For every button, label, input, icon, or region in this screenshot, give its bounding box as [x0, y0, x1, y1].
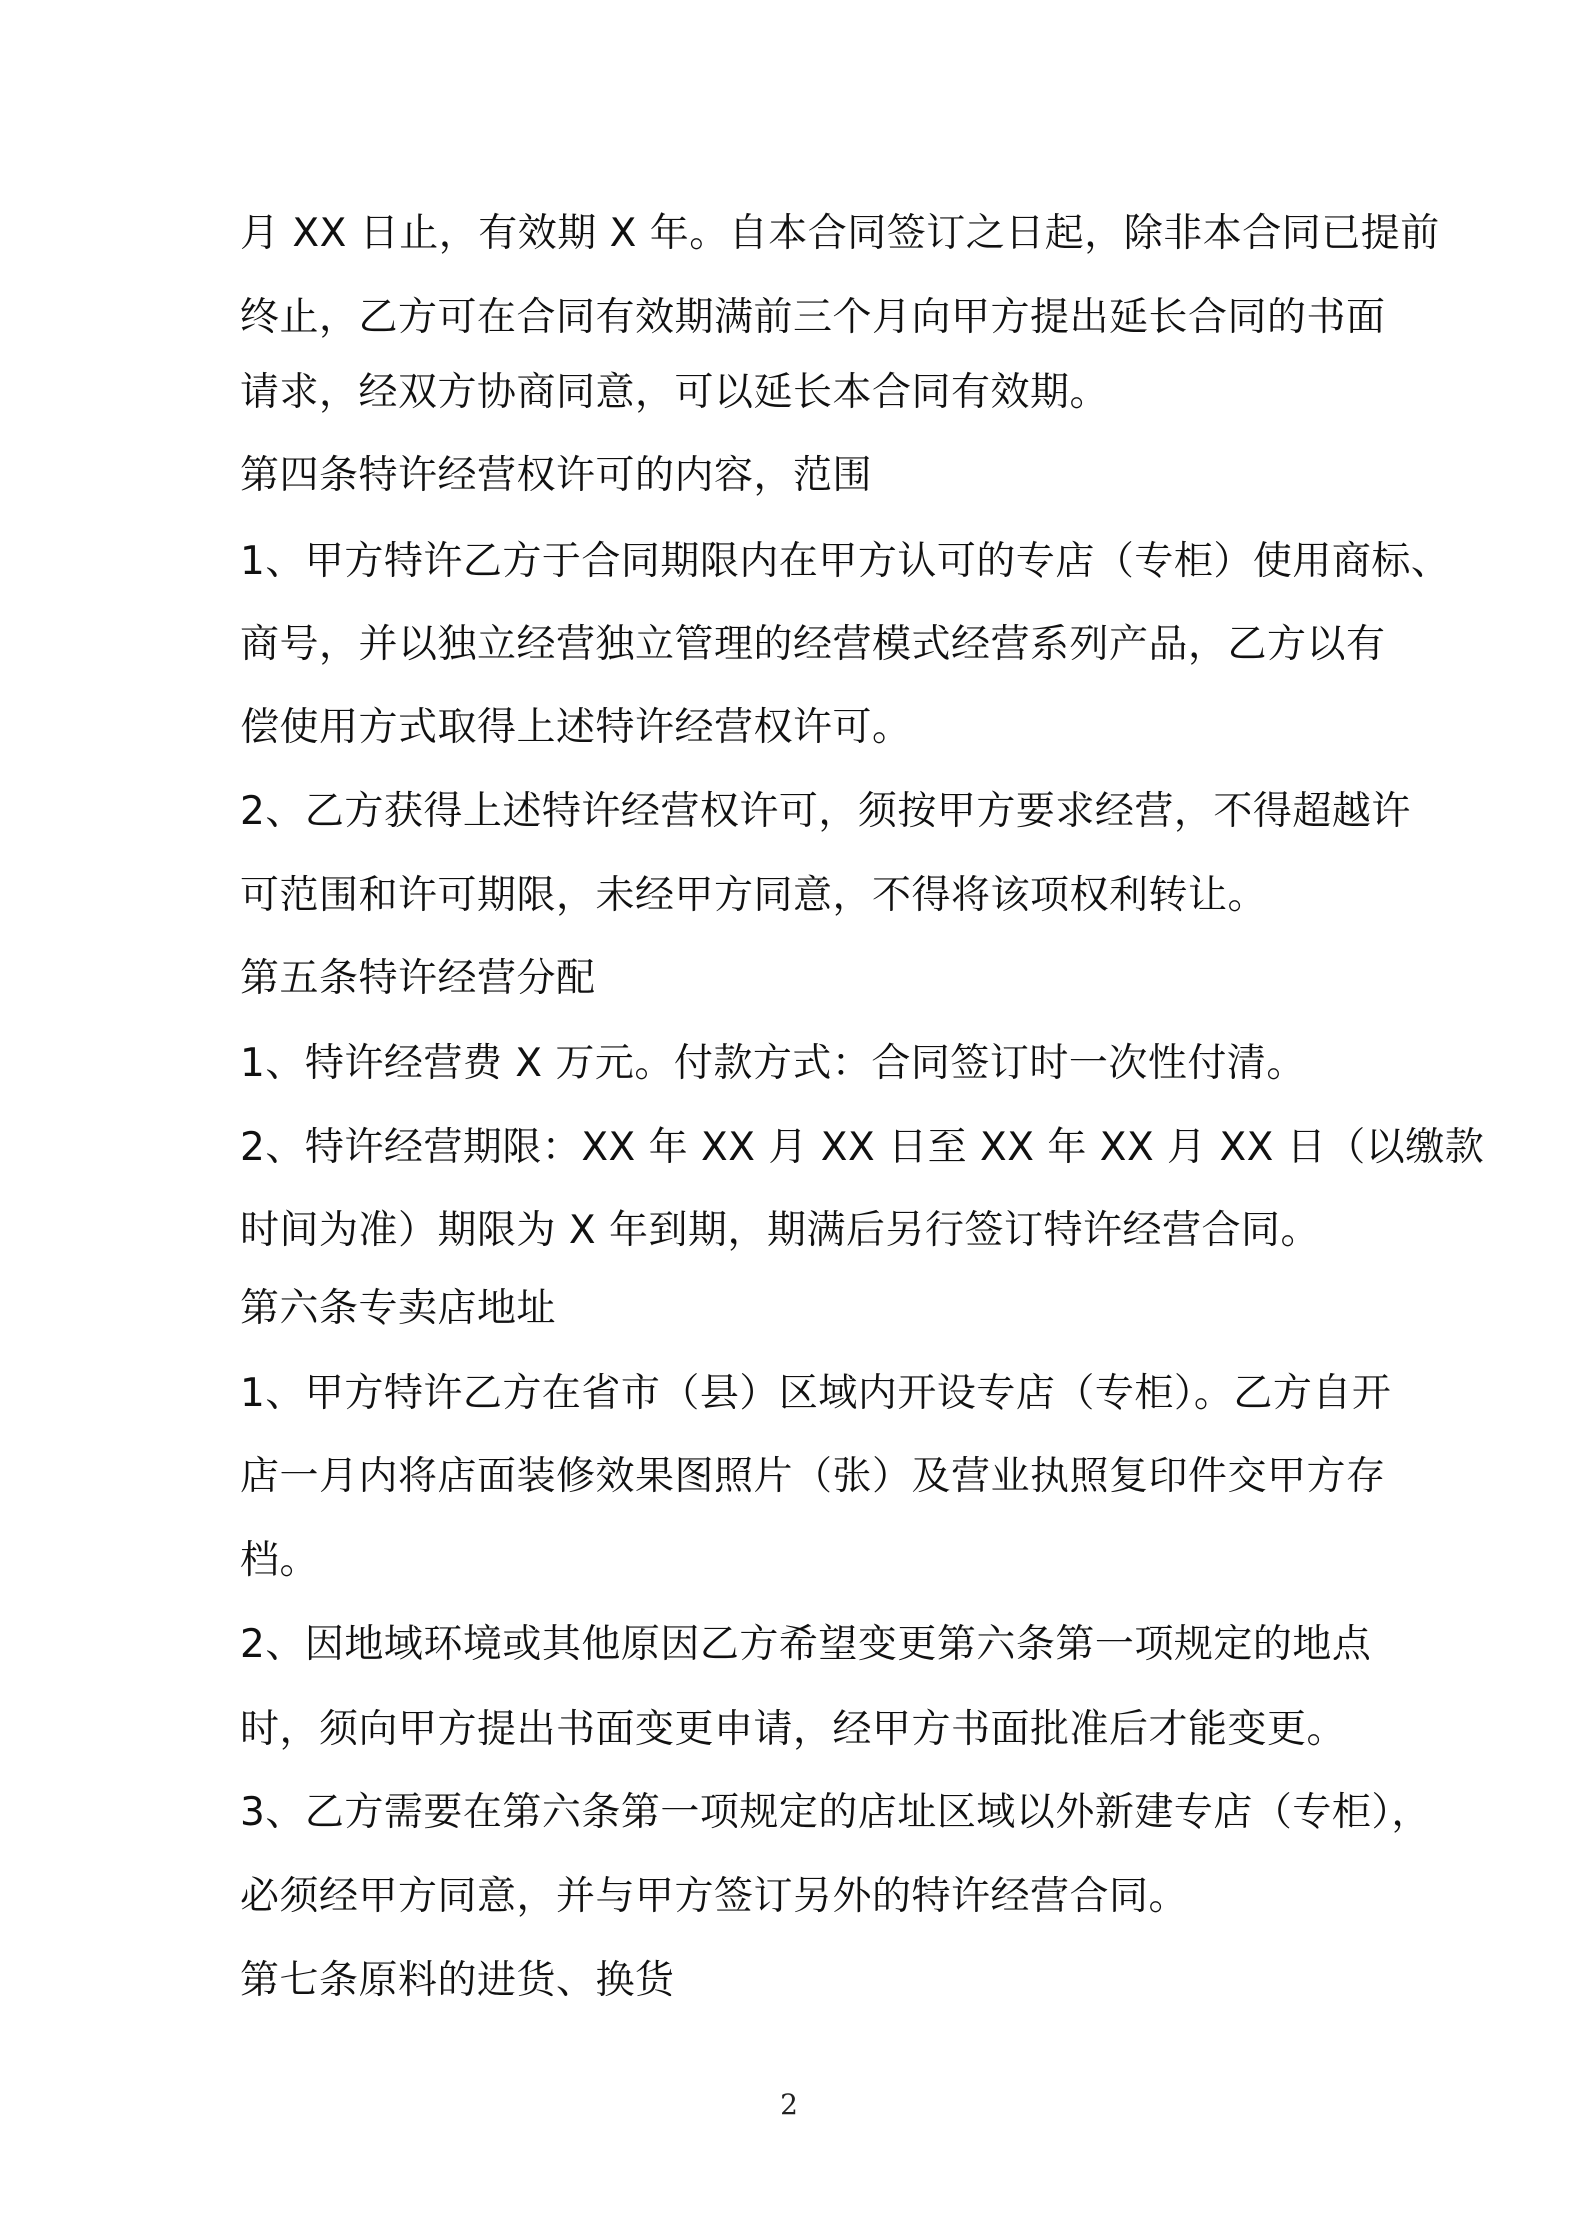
text-line: 档。: [240, 1538, 320, 1583]
text-line: 店一月内将店面装修效果图照片（张）及营业执照复印件交甲方存: [240, 1454, 1386, 1499]
page-number: 2: [780, 2088, 798, 2121]
article-heading: 第七条原料的进货、换货: [240, 1958, 675, 2003]
text-line: 时，须向甲方提出书面变更申请，经甲方书面批准后才能变更。: [240, 1707, 1347, 1752]
article-heading: 第四条特许经营权许可的内容，范围: [240, 453, 873, 498]
text-line: 2、乙方获得上述特许经营权许可，须按甲方要求经营，不得超越许: [240, 789, 1411, 834]
text-line: 终止，乙方可在合同有效期满前三个月向甲方提出延长合同的书面: [240, 295, 1386, 340]
text-line: 3、乙方需要在第六条第一项规定的店址区域以外新建专店（专柜），: [240, 1790, 1431, 1835]
text-line: 1、甲方特许乙方在省市（县）区域内开设专店（专柜）。乙方自开: [240, 1371, 1392, 1416]
text-line: 2、因地域环境或其他原因乙方希望变更第六条第一项规定的地点: [240, 1622, 1372, 1667]
text-line: 可范围和许可期限，未经甲方同意，不得将该项权利转让。: [240, 873, 1268, 918]
text-line: 1、特许经营费 X 万元。付款方式：合同签订时一次性付清。: [240, 1041, 1306, 1086]
text-line: 请求，经双方协商同意，可以延长本合同有效期。: [240, 370, 1110, 415]
text-line: 必须经甲方同意，并与甲方签订另外的特许经营合同。: [240, 1874, 1189, 1919]
text-line: 偿使用方式取得上述特许经营权许可。: [240, 705, 912, 750]
text-line: 2、特许经营期限：XX 年 XX 月 XX 日至 XX 年 XX 月 XX 日（以缴款: [240, 1125, 1485, 1170]
text-line: 时间为准）期限为 X 年到期，期满后另行签订特许经营合同。: [240, 1208, 1321, 1253]
text-line: 1、甲方特许乙方于合同期限内在甲方认可的专店（专柜）使用商标、: [240, 539, 1451, 584]
text-line: 月 XX 日止，有效期 X 年。自本合同签订之日起，除非本合同已提前: [240, 211, 1440, 256]
text-line: 商号，并以独立经营独立管理的经营模式经营系列产品，乙方以有: [240, 622, 1386, 667]
article-heading: 第五条特许经营分配: [240, 956, 596, 1001]
article-heading: 第六条专卖店地址: [240, 1286, 557, 1331]
